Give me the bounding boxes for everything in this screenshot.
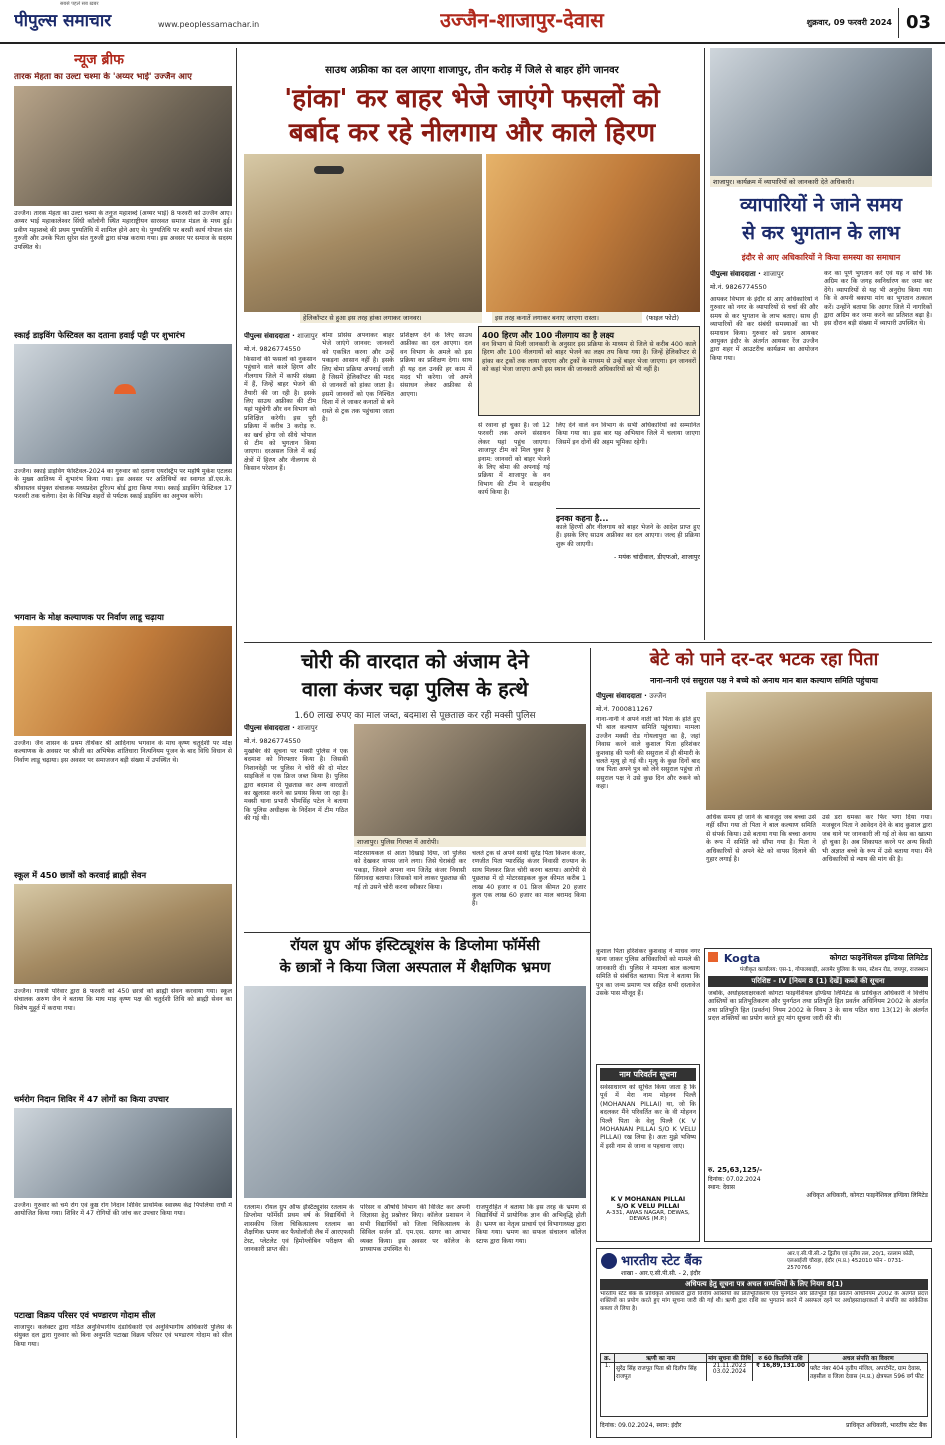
right-top-byline: पीपुल्स संवाददाता · शाजापुर <box>710 270 784 278</box>
brief-3-body: उज्जैन। जैन शासन के प्रथम तीर्थंकर श्री आदिनाथ भगवान के माघ कृष्ण चतुर्दशी पर मोक्ष कल्याणक के अवसर पर श्रीजी का अभिषेक शांतिधारा नित्यनियम पूजन के बाद विधि विधान से निर्वाण लाडू चढ़ाया। इस अवसर पर समाजजन बड़ी संख्या में उपस्थित थे। <box>14 740 232 764</box>
sbi-address: आर.ए.सी.पी.सी.-2 द्वितीय एवं तृतीय तल, 20/1, रतलाम कोठी, एलआईजी चौराहा, इंदौर (म.प्र.) 452010 फोन - 0731-2570766 <box>787 1251 915 1271</box>
kogta-place: स्थान: देवास <box>708 1184 735 1191</box>
father-col-3: उसे डरा धमका कर फिर भगा दिया गया। मजबूरन पिता ने आवेदन देने के बाद कुशाल द्वारा जब थाने पर जानकारी ली गई तो केस का खात्मा हो चुका है। अब शिकायत करने पर अन्य किसी भी अज्ञात बच्चे के रूप में उसे बताया गया। मैंने अधिकारियों से न्याय की मांग की है। <box>822 814 932 864</box>
right-top-story <box>710 48 932 640</box>
logo <box>14 8 154 36</box>
name-change-body: सर्वसाधारण को सूचित किया जाता है कि पूर्व में मेरा नाम मोहनन पिल्लै (MOHANAN PILLAI) था, जो कि बदलकर मैंने परिवर्तित कर के वी मोहनन पिल्लै पिता के वेलु पिल्लै (K V MOHANAN PILLAI S/O K VELU PILLAI) रख लिया है। अतः मुझे भविष्य में इसी नाम से जाना व पहचाना जाए। <box>600 1084 696 1150</box>
right-top-body-1: आयकर विभाग के इंदौर से आए अधिकारियों ने गुरुवार को नगर के व्यापारियों से चर्चा की और समय से कर भुगतान के लाभ बताए। साथ ही व्यापारियों की कर संबंधी समस्याओं का भी समाधान किया। गुरुवार को प्रधान आयकर आयुक्त इंदौर के अंतर्गत आयकर रेंज उज्जैन द्वारा शहर में आउटरीच कार्यक्रम का आयोजन किया गया। <box>710 296 818 362</box>
kogta-notice <box>704 948 932 1242</box>
crime-col-2: मोटरसायकल से आता दिखाई दिया, जो पुलिस को देखकर वापस जाने लगा। जिसे घेराबंदी कर पकड़ा, जिसने अपना नाम जितेंद्र कंजर निवासी सिंगावदा बताया। जिसको थाने लाकर पूछताछ की गई तो उसने चोरी करना स्वीकार किया। <box>354 850 466 891</box>
crime-headline-1: चोरी की वारदात को अंजाम देने <box>301 649 529 673</box>
lead-headline-line1: 'हांका' कर बाहर भेजे जाएंगे फसलों को <box>284 84 660 114</box>
father-photo <box>706 692 932 810</box>
sbi-row-amount: ₹ 16,89,131.00 <box>753 1363 809 1381</box>
father-mobile: मो.नं. 7000811267 <box>596 705 653 713</box>
brief-3-heading: भगवान के मोक्ष कल्याणक पर निर्वाण लाडू चढ़ाया <box>14 612 164 622</box>
right-top-headline-1: व्यापारियों ने जाने समय <box>740 194 902 216</box>
lead-target-body: वन विभाग से मिली जानकारी के अनुसार इस प्रक्रिया के माध्यम से जिले से करीब 400 काले हिरण और 100 नीलगायों को बाहर भेजने का लक्ष्य तय किया गया है। जिन्हें हेलिकॉप्टर से हांका कर ट्रकों तक लाया जाएगा और ट्रकों के माध्यम से उन्हें बाहर भेजा जाएगा। इन जानवरों को कहां भेजा जाएगा अभी इस स्थान की जानकारी अधिकारियों को भी नहीं है। <box>482 341 696 374</box>
kogta-notice-title: परिशिष्ट - IV [नियम 8 (1) देखें] कब्जे की सूचना <box>708 976 928 987</box>
sbi-row-dates <box>707 1363 753 1381</box>
name-change-title: नाम परिवर्तन सूचना <box>600 1068 696 1081</box>
father-col-4: कुशाल पिता हरिशंकर कुशवाह ने माधव नगर थाना जाकर पुलिस अधिकारियों को मामले की जानकारी दी। पुलिस ने मामला बाल कल्याण समिति से संबंधित बताया। पिता ने बताया कि पुत्र का जन्म प्रमाण पत्र सहित सभी दस्तावेज उसके पास मौजूद हैं। <box>596 948 700 998</box>
sbi-body: भारतीय स्टेट बैंक के प्राधिकृत अधिकारी द्वारा वित्तीय आस्तियों का प्रतिभूतिकरण एवं पुनर्गठन और प्रतिभूति हित प्रवर्तन अधिनियम 2002 के अंतर्गत प्रदत्त शक्तियों का प्रयोग करते हुए मांग सूचना जारी की गई थी। ऋणी द्वारा राशि का भुगतान करने में असफल रहने पर अधोहस्ताक्षरकर्ता ने संपत्ति का सांकेतिक कब्जा ले लिया है। <box>600 1291 928 1312</box>
kogta-date: दिनांक: 07.02.2024 <box>708 1176 761 1183</box>
father-byline-place: उज्जैन <box>649 692 667 700</box>
brief-2-photo <box>14 344 232 464</box>
lead-bottom-rule <box>244 642 932 643</box>
sbi-notice-title: अधिपत्य हेतु सूचना पत्र अचल सम्पत्तियों के लिए नियम 8(1) <box>600 1279 928 1290</box>
brief-5-heading: चर्मरोग निदान शिविर में 47 लोगों का किया उपचार <box>14 1094 169 1104</box>
page-number: 03 <box>898 8 938 38</box>
lead-quote-attribution: - मयंक चांदीवाल, डीएफओ, शाजापुर <box>614 553 700 562</box>
masthead <box>0 0 945 44</box>
sbi-branch: शाखा - आर.ए.सी.पी.सी. - 2, इंदौर <box>621 1270 701 1277</box>
royal-story <box>244 936 586 1438</box>
father-deck: नाना-नानी एवं ससुराल पक्ष ने बच्चे को अनाथ मान बाल कल्याण समिति पहुंचाया <box>650 676 878 685</box>
father-byline-name: पीपुल्स संवाददाता <box>596 692 642 700</box>
left-column <box>14 48 232 1438</box>
logo-text: पीपुल्स समाचार <box>14 11 112 31</box>
lead-target-box <box>478 326 700 416</box>
sbi-row-date-1: 21.11.2023 <box>712 1363 747 1369</box>
crime-mobile: मो.नं. 9826774550 <box>244 737 301 745</box>
sbi-col-date: मांग सूचना की तिथि <box>707 1354 753 1362</box>
lead-quote-box <box>556 508 700 640</box>
sbi-col-property: अचल संपत्ति का विवरण <box>842 1356 894 1362</box>
brief-1-photo <box>14 86 232 206</box>
crime-col-1: मुखबिर की सूचना पर मक्सी पुलिस ने एक बदमाश को गिरफ्तार किया है। जिसकी निशानदेही पर पुलिस ने चोरी की दो मोटर साइकिलें व एक फ्रिज जब्त किया है। पुलिस द्वारा बदमाश से पूछताछ कर अन्य वारदातों का खुलासा करने का प्रयास किया जा रहा है। मक्सी थाना प्रभारी भीमसिंह पटेल ने बताया कि पुलिस अधीक्षक के निर्देशन में टीम गठित की गई थी। <box>244 748 348 823</box>
kogta-company: कोगटा फाइनेंशियल इण्डिया लिमिटेड <box>829 953 928 962</box>
lead-byline-place: शाजापुर <box>297 332 318 340</box>
brief-6-heading: पटाखा विक्रय परिसर एवं भण्डारण गोदाम सील <box>14 1310 156 1320</box>
lead-col-3: प्रशिक्षण देने के लिए साउथ अफ्रीका का दल आएगा। दल वन विभाग के अमले को इस प्रक्रिया का प्रशिक्षण देगा। साथ ही यह दल उनकी हर काम में मदद भी करेगा। जो अपने संसाधन लेकर अफ्रीका से आएगा। <box>400 332 472 398</box>
father-story <box>596 648 932 944</box>
sbi-col-no: क्र. <box>601 1354 615 1362</box>
kogta-address: पंजीकृत कार्यालय: एस-1, गोपालबाड़ी, अजमेर पुलिया के पास, स्टेशन रोड, जयपुर, राजस्थान <box>739 967 928 973</box>
lead-byline-name: पीपुल्स संवाददाता <box>244 332 290 340</box>
kogta-logo-icon <box>708 952 718 962</box>
name-change-sign-2: S/O K VELU PILLAI <box>616 1203 680 1210</box>
brief-6-body: शाजापुर। कलेक्टर द्वारा गठित अनुविभागीय दंडाधिकारी एवं अनुविभागीय अधिकारी पुलिस के संयुक्त दल द्वारा गुरुवार को बिना अनुमति पटाखा विक्रय परिसर एवं भण्डारण गोदाम को सील किया गया। <box>14 1324 232 1348</box>
crime-bottom-rule <box>244 932 590 933</box>
helicopter-icon <box>314 166 344 174</box>
sbi-signer: प्राधिकृत अधिकारी, भारतीय स्टेट बैंक <box>846 1422 927 1429</box>
crime-headline-2: वाला कंजर चढ़ा पुलिस के हत्थे <box>301 677 529 701</box>
brief-1-heading: तारक मेहता का उल्टा चश्मा के 'अय्यर भाई' उज्जैन आए <box>14 72 192 82</box>
father-col-2: अधिक समय हो जाने के बावजूद जब बच्चा उसे नहीं सौंपा गया तो पिता ने बाल कल्याण समिति से संपर्क किया। उसे बताया गया कि बच्चा अनाथ के रूप में समिति को सौंपा गया है। पिता ने अधिकारियों से अपने बेटे को वापस दिलाने की गुहार लगाई है। <box>706 814 816 864</box>
right-top-byline-name: पीपुल्स संवाददाता <box>710 270 756 278</box>
lead-byline: पीपुल्स संवाददाता · शाजापुर <box>244 332 318 340</box>
news-brief-title: न्यूज ब्रीफ <box>74 52 124 68</box>
crime-photo <box>354 724 586 836</box>
royal-photo <box>244 986 586 1198</box>
sbi-row-no: 1. <box>601 1363 615 1381</box>
brief-5-photo <box>14 1108 232 1198</box>
father-headline: बेटे को पाने दर-दर भटक रहा पिता <box>649 649 879 670</box>
father-byline: पीपुल्स संवाददाता · उज्जैन <box>596 692 667 700</box>
lead-col-1: किसानों की फसलों को नुकसान पहुंचाने वाले काले हिरण और नीलगाय जिले में काफी संख्या में हैं, जिन्हें बाहर भेजने की तैयारी की जा रही है। इसके लिए साउथ अफ्रीका की टीम यहां पहुंचेगी और वन विभाग को प्रशिक्षित करेगी। इस पूरी प्रक्रिया में करीब 3 करोड़ रु. का खर्च होगा जो सीधे भोपाल से टीम को भुगतान किया जाएगा। दरअसल जिले में कई क्षेत्रों में हिरण और नीलगाय से किसान परेशान हैं। <box>244 356 316 473</box>
logo-tag: सबसे पहले सब ख़बर <box>60 1 99 7</box>
sbi-col-name: ऋणी का नाम <box>615 1354 707 1362</box>
issue-date: शुक्रवार, 09 फरवरी 2024 <box>806 18 892 27</box>
sbi-col-amount: रु 60 कितनिये राशि <box>753 1354 809 1362</box>
kogta-signer: अधिकृत अधिकारी, कोगटा फाइनेंशियल इण्डिया लिमिटेड <box>806 1192 928 1199</box>
sbi-row-date-2: 03.02.2024 <box>712 1369 747 1375</box>
sbi-row-name: सुरेंद्र सिंह राजपूत पिता श्री दिलीप सिंह राजपूत <box>615 1363 707 1381</box>
kogta-brand: Kogta <box>723 952 761 965</box>
lead-story <box>244 48 700 640</box>
right-top-deck: इंदौर से आए अधिकारियों ने किया समस्या का समाधान <box>741 253 901 262</box>
right-top-byline-place: शाजापुर <box>763 270 784 278</box>
kogta-amount: रु. 25,63,125/- <box>708 1166 763 1174</box>
sbi-table-header <box>601 1354 927 1363</box>
brief-2-body: उज्जैन। स्काई डाइविंग फेस्टिवल-2024 का गुरुवार को दताना एयरस्ट्रिप पर महर्षि मुकेश एटलस के मुख्य आतिथ्य में शुभारंभ किया गया। इस अवसर पर अतिथियों का स्वागत डॉ.एस.के. श्रीवास्तव संयुक्त संचालक मध्यप्रदेश टूरिज्म बोर्ड द्वारा किया गया। स्काई डाइविंग फेस्टिवल 17 फरवरी तक चलेगा। देश के विभिन्न शहरों से पर्यटक स्काई डाइविंग का अनुभव करेंगे। <box>14 468 232 501</box>
sbi-logo-icon <box>601 1253 617 1269</box>
royal-col-3: राजपुरोहित ने बताया कि इस तरह के भ्रमण से विद्यार्थियों में प्रायोगिक ज्ञान की अभिवृद्धि होती है। भ्रमण का नेतृत्व प्राचार्य एवं विभागाध्यक्ष द्वारा किया गया। भ्रमण का सफल संचालन कॉलेज स्टाफ द्वारा किया गया। <box>476 1204 586 1245</box>
right-top-body-2: कर का पूर्ण भुगतान करें एवं यह न सोचें कि अग्रिम कर कि जगह स्वनिर्धारण कर जमा कर देंगे। व्यापारियों से यह भी अनुरोध किया गया कि वे अपनी बकाया मांग का भुगतान तत्काल करें। उन्होंने बताया कि आगर जिले में नागरिकों द्वारा अग्रिम कर जमा करने का प्रतिशत बढ़ा है। इस दौरान बड़ी संख्या में व्यापारी उपस्थित थे। <box>824 270 932 328</box>
crime-byline: पीपुल्स संवाददाता · शाजापुर <box>244 724 318 732</box>
name-change-address: A-331, AWAS NAGAR, DEWAS, DEWAS (M.P.) <box>606 1210 690 1222</box>
brief-3-photo <box>14 626 232 736</box>
crime-byline-place: शाजापुर <box>297 724 318 732</box>
brief-4-body: उज्जैन। गायत्री परिवार द्वारा 8 फरवरी को 450 छात्रों को ब्राह्मी सेवन करवाया गया। स्कूल संचालक अरुण जैन ने बताया कि माघ माह कृष्ण पक्ष की चतुर्दशी तिथि को ब्राह्मी सेवन का विशेष मुहूर्त में कराया गया। <box>14 988 232 1012</box>
crime-deck: 1.60 लाख रुपए का माल जब्त, बदमाश से पूछताछ कर रही मक्सी पुलिस <box>294 711 536 721</box>
lead-caption-2-credit: (फाइल फोटो) <box>646 314 680 322</box>
lead-photo-enclosure <box>486 154 700 312</box>
right-top-headline-2: से कर भुगतान के लाभ <box>742 222 900 244</box>
lead-quote-title: इनका कहना है... <box>556 514 609 523</box>
brief-4-heading: स्कूल में 450 छात्रों को करवाई ब्राह्मी सेवन <box>14 870 147 880</box>
right-top-caption: शाजापुर। कार्यक्रम में व्यापारियों को जानकारी देते अधिकारी। <box>710 176 932 187</box>
lead-mobile: मो.नं. 9826774550 <box>244 345 301 353</box>
sbi-brand: भारतीय स्टेट बैंक <box>621 1254 702 1269</box>
site-url[interactable]: www.peoplessamachar.in <box>158 20 260 29</box>
lead-quote-body: काले हिरणों और नीलगाय को बाहर भेजने के आदेश प्राप्त हुए हैं। इसके लिए साउथ अफ्रीका का दल आएगा। जल्द ही प्रक्रिया शुरू की जाएगी। <box>556 524 700 548</box>
sbi-footer: दिनांक: 09.02.2024, स्थान: इंदौर <box>600 1422 682 1429</box>
lead-photo-helicopter <box>244 154 482 312</box>
sbi-notice <box>596 1248 932 1438</box>
lead-caption-2: इस तरह कनातें लगाकर बनाए जाएगा रास्ता। <box>492 312 642 323</box>
sbi-table <box>600 1353 928 1417</box>
lead-kicker: साउथ अफ्रीका का दल आएगा शाजापुर, तीन करोड़ में जिले से बाहर होंगे जानवर <box>325 65 619 76</box>
lead-col-5: लिए देने वाले वन विभाग के सभी अधिकारियों को सम्मानित किया गया था। इस बार यह अभियान जिले में चलाया जाएगा जिसमें इन दोनों की अहम भूमिका रहेगी। <box>556 422 700 446</box>
royal-col-1: रतलाम। रॉयल ग्रुप ऑफ इंस्टिट्यूशंस रतलाम के डिप्लोमा फॉर्मेसी प्रथम वर्ष के विद्यार्थियों ने शासकीय जिला चिकित्सालय रतलाम का शैक्षणिक भ्रमण कर फैथोलॉजी लैब में आरएफसी टेस्ट, प्लेटलेट एवं हिमोग्लोबिन परीक्षण की जानकारी प्राप्त की। <box>244 1204 354 1254</box>
crime-col-3: चलते ट्रक से अपने साथी सुरेंद्र पिता किशन कंजर, रणजीत पिता प्यारसिंह कंजर निवासी राज्यान के साथ मिलकर फ्रिज चोरी करना बताया। आरोपी से पूछताछ में दो मोटरसाइकल कुल कीमत करीब 1 लाख 40 हजार व 01 फ्रिज कीमत 20 हजार कुल एक लाख 60 हजार का माल बरामद किया है। <box>472 850 586 908</box>
parachute-icon <box>114 384 136 394</box>
lead-right-divider <box>704 48 705 640</box>
name-change-notice <box>596 1064 700 1242</box>
brief-1-body: उज्जैन। तारक मेहता का उल्टा चश्मा के तनुज महाशब्दे (अय्यर भाई) 8 फरवरी को उज्जैन आए। अय्यर भाई महाकालेश्वर सिंधी कॉलोनी स्थित महाराष्ट्रीयन सारस्वत समाज मंडल के मध्य हुई। प्रवीण महाशब्दे की प्रथम पुण्यतिथि में शामिल होने आए थे। पुण्यतिथि पर बरसी कार्य गोपाल संत गुरुजी और उनके पिता सुरेश संत गुरुजी द्वारा संपन्न कराया गया। इस अवसर पर समाज के सदस्य उपस्थित थे। <box>14 210 232 251</box>
kogta-body: जबकि, अधोहस्ताक्षरकर्ता कोगटा फाइनेंशियल इण्डिया लिमिटेड के प्राधिकृत अधिकारी ने वित्तीय आस्तियों का प्रतिभूतिकरण और पुनर्गठन तथा प्रतिभूति हित प्रवर्तन अधिनियम 2002 के अंतर्गत तथा प्रतिभूति हित (प्रवर्तन) नियम 2002 के नियम 3 के साथ पठित धारा 13(12) के अंतर्गत प्रदत्त शक्तियों का प्रयोग करते हुए मांग सूचना जारी की थी। <box>708 990 928 1023</box>
lead-caption-1: हेलिकॉप्टर से हुआ इस तरह हांका लगाकर जानवर। <box>300 312 482 323</box>
edition-title: उज्जैन-शाजापुर-देवास <box>440 8 604 32</box>
right-top-mobile: मो.नं. 9826774550 <box>710 283 767 291</box>
lead-headline-line2: बर्बाद कर रहे नीलगाय और काले हिरण <box>288 118 656 148</box>
right-top-photo <box>710 48 932 176</box>
left-column-divider <box>236 48 237 1438</box>
lead-col-4: से रवाना हो चुका है। जो 12 फरवरी तक अपने संसाधन लेकर यहां पहुंच जाएगा। शाजापुर टीम को मिल चुका है इनाम: जानवरों को बाहर भेजने के लिए बोमा की अपनाई गई प्रक्रिया में शाजापुर के वन विभाग की टीम ने सराहनीय कार्य किया है। <box>478 422 550 497</box>
crime-right-divider <box>590 648 591 1438</box>
crime-caption: शाजापुर। पुलिस गिरफ्त में आरोपी। <box>354 836 586 847</box>
table-row <box>601 1363 927 1381</box>
royal-col-2: परिसर व औषधि विभाग की विजिट कर अपनी जिज्ञासा हेतु प्रश्नोत्तर किए। कॉलेज प्रशासन ने सभी विद्यार्थियों को जिला चिकित्सालय के सिविल सर्जन डॉ. एम.एस. सागर का आभार व्यक्त किया। इस अवसर पर कॉलेज के प्राध्यापक उपस्थित थे। <box>360 1204 470 1254</box>
crime-byline-name: पीपुल्स संवाददाता <box>244 724 290 732</box>
brief-2-heading: स्काई डाइविंग फेस्टिवल का दताना हवाई पट्टी पर शुभारंभ <box>14 330 185 340</box>
father-col-1: नाना-नानी ने अपने नाती को पिता के होते हुए भी बाल कल्याण समिति पहुंचाया। मामला उज्जैन मक्सी रोड गोयलापुरा का है, जहां निवास करने वाले कुशाल पिता हरिशंकर कुशवाह की पत्नी की ससुराल में ही बीमारी के चलते मृत्यु हो गई थी। मृत्यु के कुछ दिनों बाद जब पिता अपने पुत्र को लेने ससुराल पहुंचा तो ससुराल पक्ष ने उसे कुछ दिन और रुकने को कहा। <box>596 716 700 791</box>
sbi-row-property: फ्लैट नंबर 404 तृतीय मंजिल, अपार्टमेंट, ग्राम देवास, तहसील व जिला देवास (म.प्र.) क्षेत्रफल 596 वर्ग फीट <box>810 1366 924 1380</box>
brief-4-photo <box>14 884 232 984</box>
lead-col-2: बोमा प्रोसेस अपनाकर बाहर भेजे जाएंगे जानवर: जानवरों को एकत्रित करना और उन्हें पकड़ना आसान नहीं है। इसके लिए बोमा प्रक्रिया अपनाई जाती है जिसमें हेलिकॉप्टर की मदद से जानवरों को हांका जाता है। इसमें जानवरों को एक निश्चित दिशा में ले जाकर कनातों से बने रास्ते से ट्रक तक पहुंचाया जाता है। <box>322 332 394 424</box>
name-change-sign-1: K V MOHANAN PILLAI <box>610 1196 686 1203</box>
royal-headline-1: रॉयल ग्रुप ऑफ इंस्टिट्यूशंस के डिप्लोमा फॉर्मेसी <box>290 938 540 954</box>
brief-5-body: उज्जैन। गुरुवार को चर्म रोग एवं कुष्ठ रोग निदान शिविर प्राथमिक स्वास्थ्य केंद्र पिपलिया राघौ में आयोजित किया गया। शिविर में 47 रोगियों की जांच कर उपचार किया गया। <box>14 1202 232 1218</box>
crime-story <box>244 648 586 928</box>
royal-headline-2: के छात्रों ने किया जिला अस्पताल में शैक्षणिक भ्रमण <box>279 960 551 976</box>
lead-target-title: 400 हिरण और 100 नीलगाय का है लक्ष्य <box>482 330 614 340</box>
